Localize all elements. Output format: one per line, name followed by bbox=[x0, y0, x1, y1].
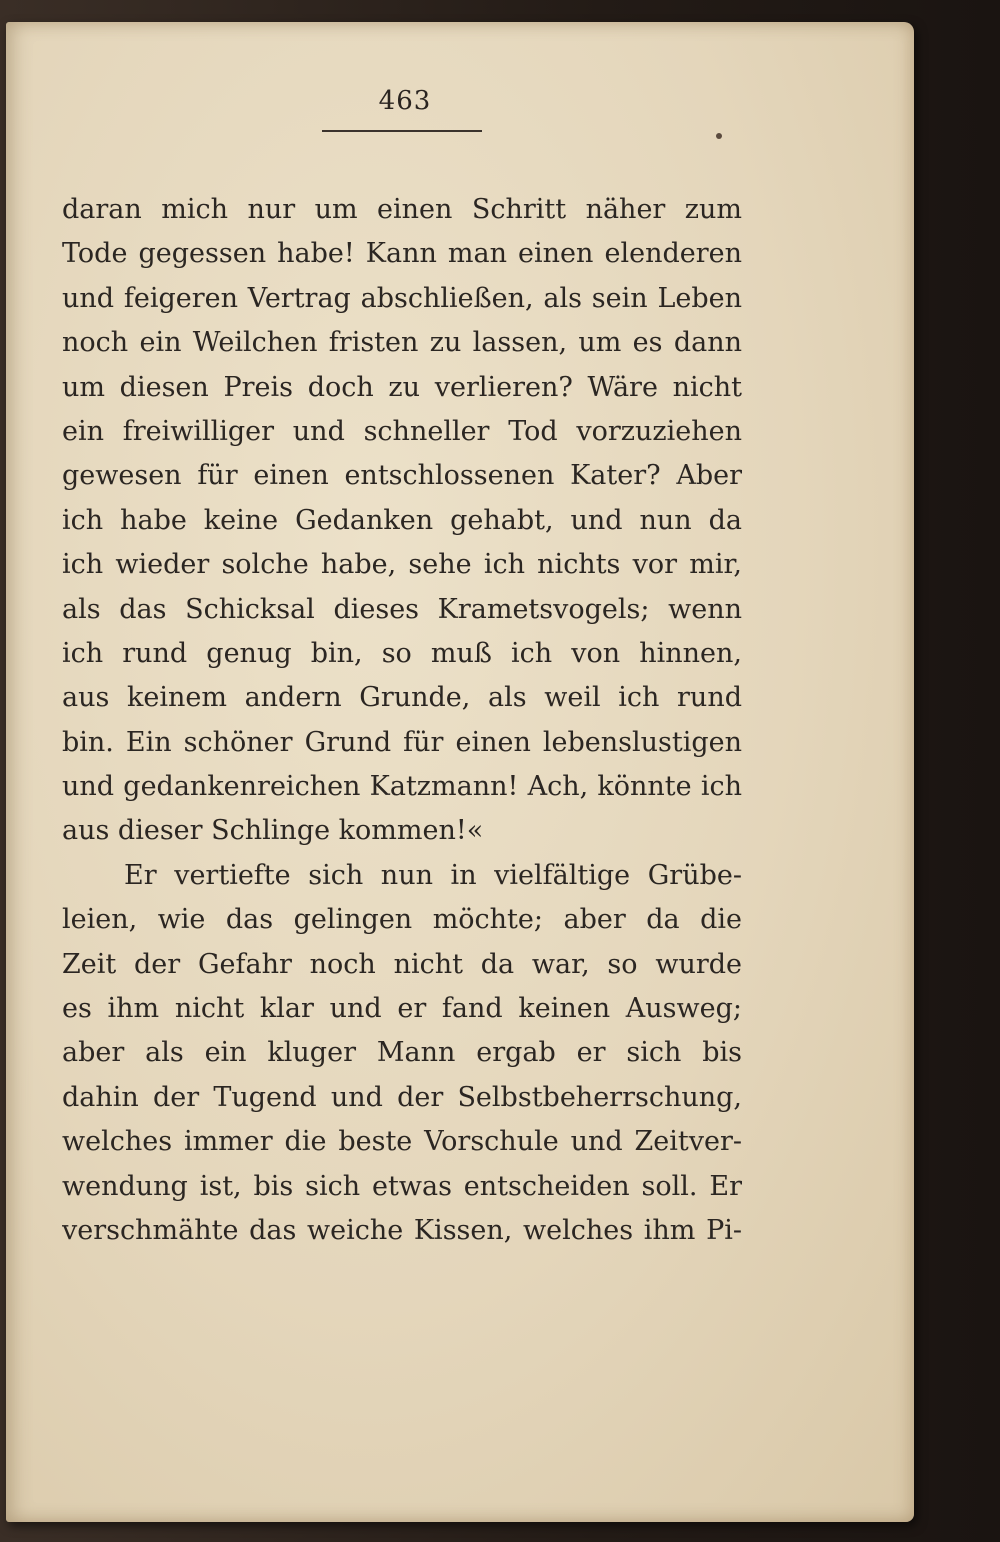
text-line: dahin der Tugend und der Selbstbeherrschung, bbox=[62, 1081, 742, 1113]
text-line: als das Schicksal dieses Krametsvogels; wenn bbox=[62, 593, 742, 625]
body-text bbox=[62, 188, 742, 1253]
page-number: 463 bbox=[378, 86, 432, 116]
text-line: Tode gegessen habe! Kann man einen elenderen bbox=[62, 238, 742, 270]
text-line: noch ein Weilchen fristen zu lassen, um es dann bbox=[62, 327, 742, 359]
text-line: verschmähte das weiche Kissen, welches ihm Pi- bbox=[62, 1214, 742, 1246]
text-line: aber als ein kluger Mann ergab er sich bis bbox=[62, 1037, 742, 1069]
header-rule bbox=[322, 130, 482, 132]
text-line: und gedankenreichen Katzmann! Ach, könnte ich bbox=[62, 771, 742, 803]
text-line: ich wieder solche habe, sehe ich nichts vor mir, bbox=[62, 549, 742, 581]
ink-speck bbox=[716, 133, 722, 139]
text-line: ich rund genug bin, so muß ich von hinnen, bbox=[62, 637, 742, 669]
text-line: Zeit der Gefahr noch nicht da war, so wurde bbox=[62, 948, 742, 980]
text-line: bin. Ein schöner Grund für einen lebenslustigen bbox=[62, 726, 742, 758]
text-line: es ihm nicht klar und er fand keinen Ausweg; bbox=[62, 993, 742, 1025]
text-line: ich habe keine Gedanken gehabt, und nun da bbox=[62, 504, 742, 536]
text-line: ein freiwilliger und schneller Tod vorzuziehen bbox=[62, 415, 742, 447]
text-line: welches immer die beste Vorschule und Zeitver- bbox=[62, 1126, 742, 1158]
text-line: wendung ist, bis sich etwas entscheiden soll. Er bbox=[62, 1170, 742, 1202]
text-line: aus dieser Schlinge kommen!« bbox=[62, 815, 484, 847]
text-line: Er vertiefte sich nun in vielfältige Grübe- bbox=[124, 859, 742, 891]
text-line: leien, wie das gelingen möchte; aber da die bbox=[62, 904, 742, 936]
text-line: und feigeren Vertrag abschließen, als sein Leben bbox=[62, 282, 742, 314]
text-line: daran mich nur um einen Schritt näher zum bbox=[62, 194, 742, 225]
text-line: gewesen für einen entschlossenen Kater? Aber bbox=[62, 460, 742, 492]
text-line: aus keinem andern Grunde, als weil ich rund bbox=[62, 682, 742, 714]
text-line: um diesen Preis doch zu verlieren? Wäre nicht bbox=[62, 371, 742, 403]
